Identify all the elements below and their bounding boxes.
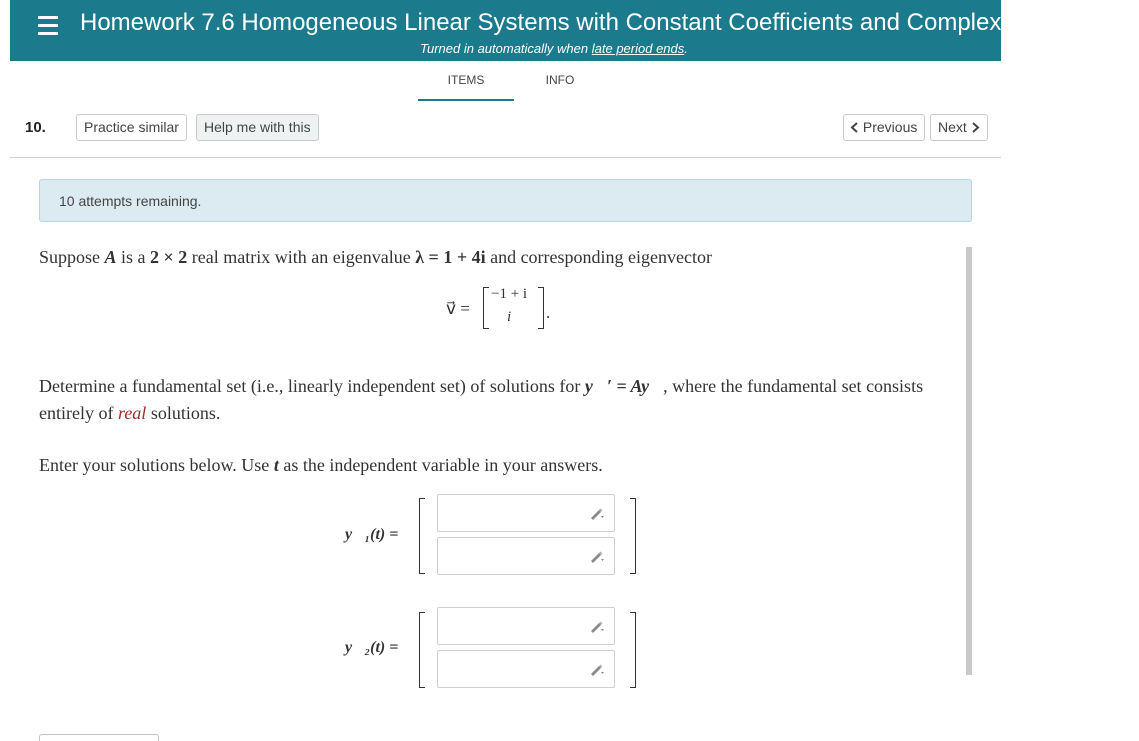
eigenvector-top: −1 + i [491, 286, 528, 302]
attempts-text: 10 attempts remaining. [59, 193, 202, 209]
problem-text: Enter your solutions below. Use [39, 455, 274, 475]
ode-equation: y⃗′ = Ay⃗ [584, 376, 664, 396]
problem-text: and corresponding eigenvector [485, 247, 712, 267]
page-title: Homework 7.6 Homogeneous Linear Systems with Constant Coefficients and Complex Eigenvalues [80, 9, 1139, 36]
submit-button[interactable] [39, 734, 159, 741]
due-notice [420, 41, 688, 56]
problem-text: , where the fundamental set consists [663, 376, 924, 396]
problem-line-1 [39, 247, 712, 268]
eigenvalue: λ = 1 + 4i [415, 247, 486, 267]
pencil-icon[interactable] [589, 620, 605, 634]
problem-text: Suppose [39, 247, 105, 267]
y2-bracket-right [630, 612, 636, 688]
y2-label: y⃗₂(t) = [345, 639, 399, 656]
matrix-symbol: A [104, 247, 117, 267]
pencil-icon[interactable] [589, 507, 605, 521]
pencil-icon[interactable] [589, 663, 605, 677]
problem-line-3 [39, 403, 220, 424]
y2-component-1-input[interactable] [437, 607, 615, 645]
y2-bracket-left [419, 612, 425, 688]
scrollbar[interactable] [966, 247, 972, 675]
problem-text: solutions. [146, 403, 221, 423]
next-button[interactable] [930, 114, 988, 141]
previous-label: Previous [862, 119, 918, 135]
chevron-left-icon [850, 122, 859, 133]
matrix-dimension: 2 × 2 [150, 247, 188, 267]
eigenvector-period: . [546, 303, 551, 322]
late-period-link[interactable]: late period ends [591, 41, 685, 56]
help-me-button[interactable]: Help me with this [196, 114, 319, 141]
hamburger-icon[interactable] [38, 16, 58, 36]
chevron-right-icon [971, 122, 980, 133]
y2-component-2-input[interactable] [437, 650, 615, 688]
y1-bracket-right [630, 498, 636, 574]
y1-bracket-left [419, 498, 425, 574]
question-number: 10. [25, 119, 46, 136]
problem-line-4 [39, 455, 603, 476]
attempts-alert [39, 179, 972, 222]
next-label: Next [938, 119, 967, 135]
problem-text: entirely of [39, 403, 118, 423]
problem-text: as the independent variable in your answers. [278, 455, 603, 475]
real-emphasis: real [117, 403, 147, 423]
divider [10, 157, 1001, 158]
previous-button[interactable] [843, 114, 925, 141]
y1-component-1-input[interactable] [437, 494, 615, 532]
pencil-icon[interactable] [589, 550, 605, 564]
problem-text: Determine a fundamental set (i.e., linearly independent set) of solutions for [39, 376, 585, 396]
eigenvector-label: v⃗ = [446, 299, 470, 318]
practice-similar-button[interactable]: Practice similar [76, 114, 187, 141]
eigenvector-bottom: i [507, 309, 512, 325]
independent-variable: t [273, 455, 279, 475]
problem-text: is a [116, 247, 151, 267]
tab-items[interactable]: ITEMS [418, 73, 514, 101]
tab-info[interactable]: INFO [545, 73, 575, 87]
y1-label: y⃗₁(t) = [345, 526, 399, 543]
due-notice-suffix: . [684, 41, 688, 56]
vector-bracket-left [483, 287, 489, 329]
y1-component-2-input[interactable] [437, 537, 615, 575]
vector-bracket-right [538, 287, 544, 329]
problem-text: real matrix with an eigenvalue [187, 247, 416, 267]
due-notice-prefix: Turned in automatically when [420, 41, 592, 56]
homework-header [10, 0, 1139, 61]
problem-line-2 [39, 376, 923, 397]
